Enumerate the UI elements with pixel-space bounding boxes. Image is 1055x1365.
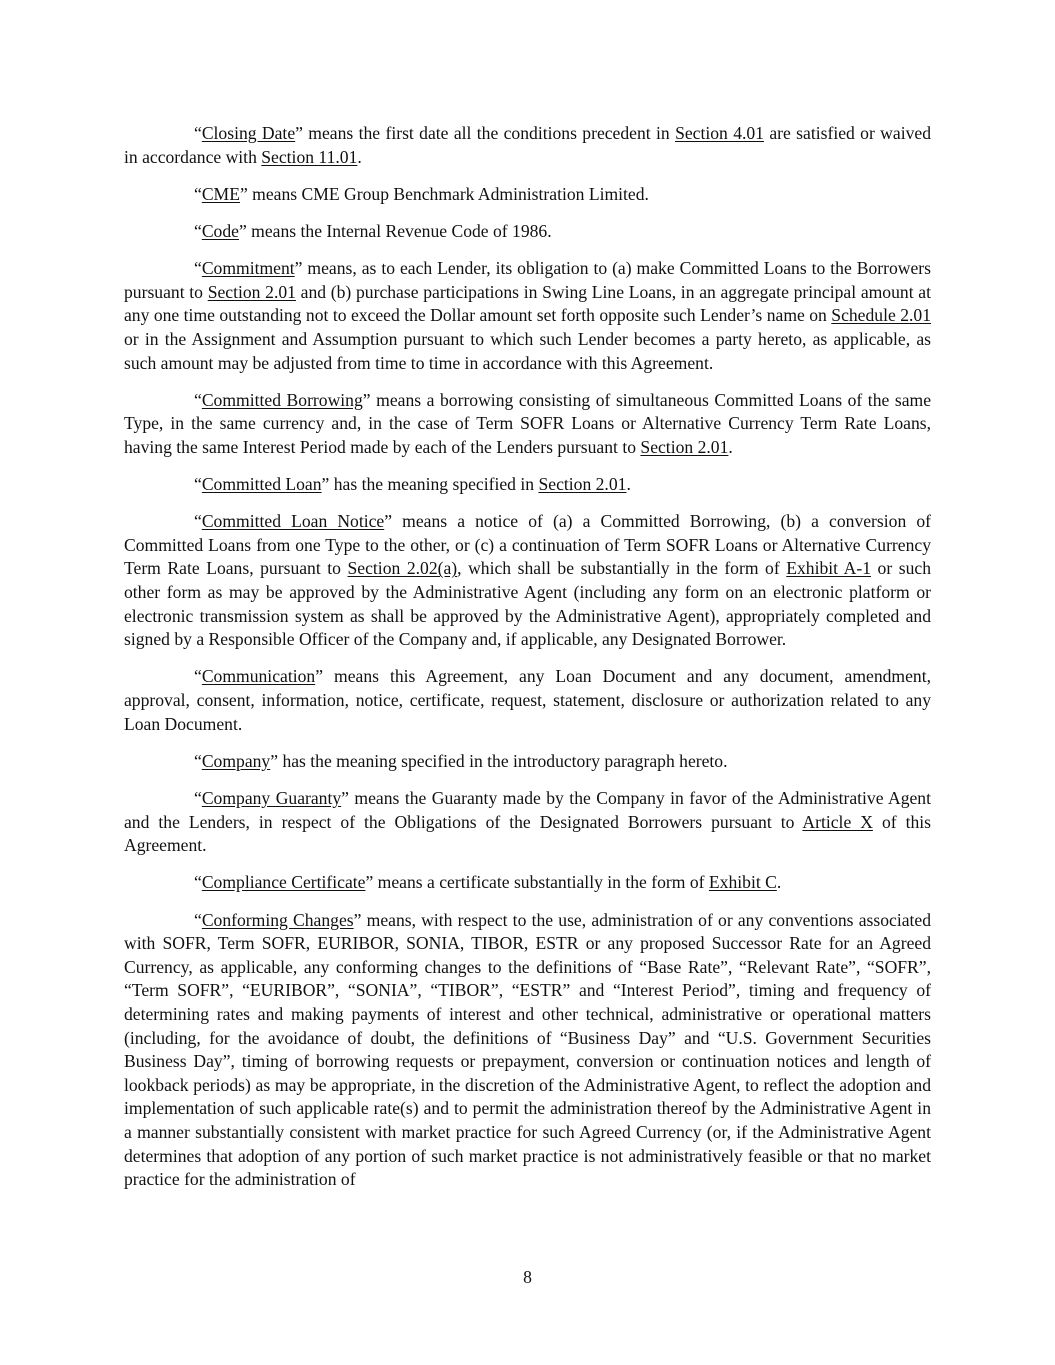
cross-reference: Section 2.01 — [538, 474, 627, 495]
cross-reference: Section 2.02(a) — [347, 558, 458, 579]
defined-term: Communication — [201, 666, 316, 687]
defined-term: Compliance Certificate — [201, 872, 366, 893]
definition-text: ” means a notice of (a) a Committed Borrowing, (b) a conversion of Committed Loans from one Type to the other, or (c) a continuation of Term SOFR Loans or Alternative Currency Term Rate Loans, pursuant to — [124, 511, 932, 579]
defined-term: Committed Borrowing — [201, 389, 363, 410]
definition-text: “ — [194, 123, 202, 143]
page-number: 8 — [523, 1267, 532, 1287]
definition-text: “ — [194, 750, 202, 771]
definition-text: . — [776, 872, 782, 893]
definition-text: . — [626, 474, 631, 495]
defined-term: CME — [201, 183, 240, 204]
definition-paragraph — [124, 909, 931, 1192]
definition-text: “ — [194, 389, 202, 410]
definition-paragraph — [124, 122, 931, 169]
definition-text: “ — [194, 474, 202, 495]
definition-paragraph — [124, 787, 931, 858]
definition-text: ” means CME Group Benchmark Administration Limited. — [239, 183, 649, 204]
cross-reference: Exhibit C — [708, 872, 777, 893]
definition-text: or in the Assignment and Assumption pursuant to which such Lender becomes a party hereto, as applicable, as such amount may be adjusted from time to time in accordance with this Agreement. — [124, 328, 931, 373]
definition-text: “ — [194, 183, 202, 204]
definition-text: ” means the Guaranty made by the Company in favor of the Administrative Agent and the Lenders, in respect of the Obligations of the Designated Borrowers pursuant to — [124, 788, 931, 832]
cross-reference: Article X — [802, 811, 873, 832]
definition-text: “ — [194, 788, 202, 808]
cross-reference: Exhibit A-1 — [786, 558, 872, 579]
cross-reference: Section 4.01 — [675, 123, 764, 143]
defined-term: Committed Loan — [201, 474, 322, 495]
definition-text: ” means this Agreement, any Loan Document and any document, amendment, approval, consent, information, notice, certificate, request, statement, disclosure or authorization related to any Loan Document. — [124, 666, 931, 734]
definition-paragraph — [124, 510, 931, 652]
definition-text: ” means a borrowing consisting of simultaneous Committed Loans of the same Type, in the same currency and, in the case of Term SOFR Loans or Alternative Currency Term Rate Loans, having the same Interest Period made by each of the Lenders pursuant to — [124, 389, 931, 457]
definition-paragraph — [124, 183, 931, 207]
definition-text: . — [357, 146, 362, 167]
definition-paragraph — [124, 473, 931, 497]
definition-text: ” means, with respect to the use, administration of or any conventions associated with SOFR, Term SOFR, EURIBOR, SONIA, TIBOR, ESTR or any proposed Successor Rate for an Agreed Currency, as applicable, any conforming changes to the definitions of “Base Rate”, “Relevant Rate”, “SOFR”, “Term SOFR”, “EURIBOR”, “SONIA”, “TIBOR”, “ESTR” and “Interest Period”, timing and frequency of determining rates and making payments of interest and other technical, administrative or operational matters (including, for the avoidance of doubt, the definitions of “Business Day” and “U.S. Government Securities Business Day”, timing of borrowing requests or prepayment, conversion or continuation notices and length of lookback periods) as may be appropriate, in the discretion of the Administrative Agent, to reflect the adoption and implementation of such applicable rate(s) and to permit the administration thereof by the Administrative Agent in a manner substantially consistent with market practice for such Agreed Currency (or, if the Administrative Agent determines that adoption of any portion of such market practice is not administratively feasible or that no market practice for the administration of — [124, 909, 932, 1190]
cross-reference: Section 2.01 — [207, 281, 296, 302]
definition-paragraph — [124, 750, 931, 774]
definition-text: , which shall be substantially in the form of — [457, 558, 787, 579]
definition-text: ” means, as to each Lender, its obligation to (a) make Committed Loans to the Borrowers pursuant to — [124, 258, 931, 302]
definition-text: “ — [194, 258, 202, 279]
definition-text: ” has the meaning specified in — [321, 474, 539, 495]
definition-paragraph — [124, 220, 931, 244]
definition-text: ” means the first date all the conditions precedent in — [295, 123, 676, 143]
definition-text: ” means a certificate substantially in the form of — [365, 872, 709, 893]
defined-term: Conforming Changes — [201, 909, 354, 930]
definition-text: “ — [194, 909, 202, 930]
cross-reference: Schedule 2.01 — [831, 305, 931, 326]
defined-term: Company — [201, 750, 271, 771]
definition-text: of this Agreement. — [124, 811, 932, 856]
definition-text: “ — [194, 872, 202, 893]
definition-text: “ — [194, 666, 202, 687]
definition-paragraph — [124, 257, 931, 375]
defined-term: Company Guaranty — [201, 788, 342, 808]
defined-term: Closing Date — [201, 123, 296, 143]
definition-text: “ — [194, 220, 202, 241]
defined-term: Code — [201, 220, 239, 241]
definition-text: “ — [194, 511, 202, 532]
defined-term: Commitment — [201, 258, 295, 279]
definition-text: or such other form as may be approved by the Administrative Agent (including any form on an electronic platform or electronic transmission system as shall be approved by the Administrative Agent), appropriately completed and signed by a Responsible Officer of the Company and, if applicable, any Designated Borrower. — [124, 558, 932, 650]
definition-text: and (b) purchase participations in Swing Line Loans, in an aggregate principal amount at any one time outstanding not to exceed the Dollar amount set forth opposite such Lender’s name on — [124, 281, 931, 326]
definition-paragraph — [124, 389, 931, 460]
definition-text: ” has the meaning specified in the introductory paragraph hereto. — [270, 750, 728, 771]
cross-reference: Section 2.01 — [640, 436, 729, 457]
definition-text: are satisfied or waived in accordance with — [124, 123, 931, 167]
definition-paragraph — [124, 665, 931, 736]
definition-paragraph — [124, 871, 931, 895]
definition-text: ” means the Internal Revenue Code of 1986. — [238, 220, 552, 241]
cross-reference: Section 11.01 — [261, 146, 358, 167]
definitions-body — [124, 122, 931, 1205]
definition-text: . — [728, 436, 733, 457]
defined-term: Committed Loan Notice — [201, 511, 385, 532]
